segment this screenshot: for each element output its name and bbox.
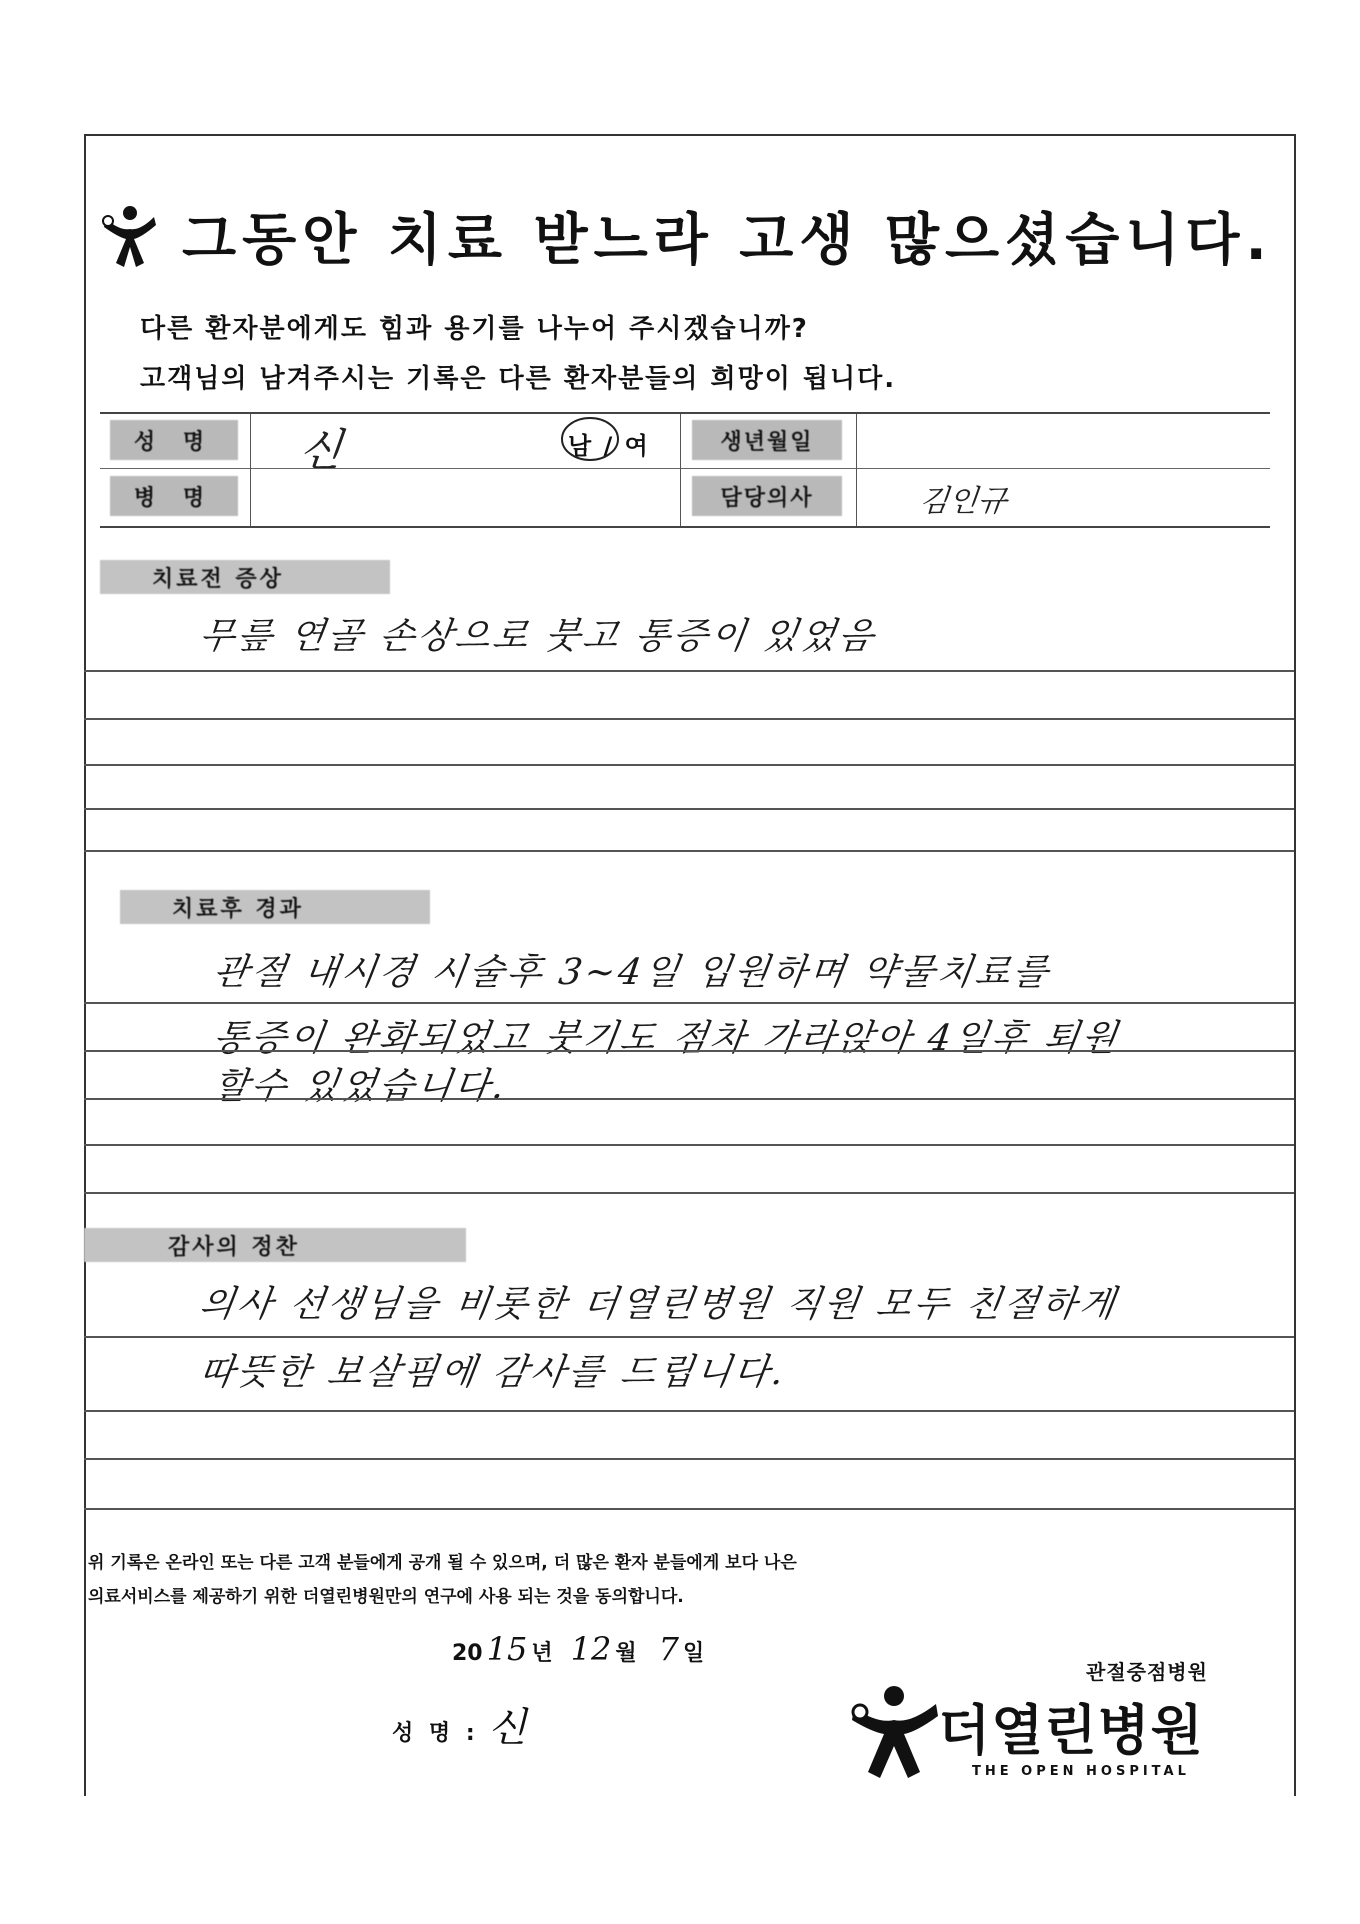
- thanks-text-2: 따뜻한 보살핌에 감사를 드립니다.: [196, 1352, 790, 1393]
- page-title: 그동안 치료 받느라 고생 많으셨습니다.: [182, 208, 1273, 273]
- thanks-label: 감사의 정찬: [84, 1228, 466, 1262]
- writing-line: [84, 1144, 1294, 1146]
- writing-line: [84, 1458, 1294, 1460]
- date-year-unit: 년: [531, 1641, 553, 1666]
- birth-label: 생년월일: [692, 420, 842, 460]
- table-divider: [100, 468, 1270, 469]
- hospital-mark-icon: [100, 201, 160, 271]
- date-day: 7: [658, 1630, 679, 1668]
- writing-line: [84, 850, 1294, 852]
- writing-line: [84, 1050, 1294, 1052]
- hospital-english-name: THE OPEN HOSPITAL: [972, 1764, 1190, 1779]
- disease-label: 병 명: [110, 476, 238, 516]
- hospital-logo: [850, 1650, 1250, 1790]
- gender-options: 남 / 여: [568, 432, 650, 460]
- signature-label: 성 명 :: [392, 1721, 479, 1746]
- writing-line: [84, 1508, 1294, 1510]
- gender-selected-circle: [558, 414, 622, 464]
- intro-line-1: 다른 환자분에게도 힘과 용기를 나누어 주시겠습니까?: [140, 314, 809, 344]
- before-treatment-label: 치료전 증상: [100, 560, 390, 594]
- before-treatment-text: 무릎 연골 손상으로 붓고 통증이 있었음: [196, 616, 880, 657]
- date-month-unit: 월: [615, 1641, 637, 1666]
- writing-line: [84, 670, 1294, 672]
- patient-info-table: [100, 412, 1270, 528]
- form-date: [452, 1630, 704, 1668]
- after-treatment-text-1: 관절 내시경 시술후 3~4일 입원하며 약물치료를: [210, 952, 1054, 993]
- doctor-value: 김인규: [917, 484, 1009, 519]
- signature-value: 신: [488, 1705, 527, 1751]
- writing-line: [84, 808, 1294, 810]
- title-row: [100, 196, 1273, 276]
- date-month: 12: [570, 1630, 612, 1668]
- table-divider: [856, 414, 857, 526]
- consent-notice-line-1: 위 기록은 온라인 또는 다른 고객 분들에게 공개 될 수 있으며, 더 많은 환자 분들에게 보다 나은: [88, 1553, 797, 1573]
- date-year: 15: [486, 1630, 528, 1668]
- date-prefix: 20: [452, 1641, 483, 1666]
- hospital-subtitle: 관절중점병원: [1086, 1660, 1208, 1684]
- name-value: 신: [296, 425, 345, 476]
- writing-line: [84, 1336, 1294, 1338]
- intro-line-2: 고객님의 남겨주시는 기록은 다른 환자분들의 희망이 됩니다.: [140, 364, 897, 394]
- table-divider: [250, 414, 251, 526]
- after-treatment-text-2: 통증이 완화되었고 붓기도 점차 가라앉아 4일후 퇴원: [210, 1018, 1123, 1059]
- after-treatment-label: 치료후 경과: [120, 890, 430, 924]
- after-treatment-text-3: 할수 있었습니다.: [210, 1066, 510, 1107]
- hospital-logo-mark-icon: [850, 1680, 940, 1780]
- writing-line: [84, 1410, 1294, 1412]
- hospital-name: 더열린병원: [938, 1699, 1204, 1762]
- writing-line: [84, 1192, 1294, 1194]
- writing-line: [84, 1002, 1294, 1004]
- writing-line: [84, 764, 1294, 766]
- date-day-unit: 일: [682, 1641, 705, 1666]
- writing-line: [84, 1098, 1294, 1100]
- doctor-label: 담당의사: [692, 476, 842, 516]
- thanks-text-1: 의사 선생님을 비롯한 더열린병원 직원 모두 친절하게: [196, 1284, 1121, 1325]
- table-divider: [680, 414, 681, 526]
- name-label: 성 명: [110, 420, 238, 460]
- consent-notice-line-2: 의료서비스를 제공하기 위한 더열린병원만의 연구에 사용 되는 것을 동의합니다.: [88, 1587, 684, 1607]
- writing-line: [84, 718, 1294, 720]
